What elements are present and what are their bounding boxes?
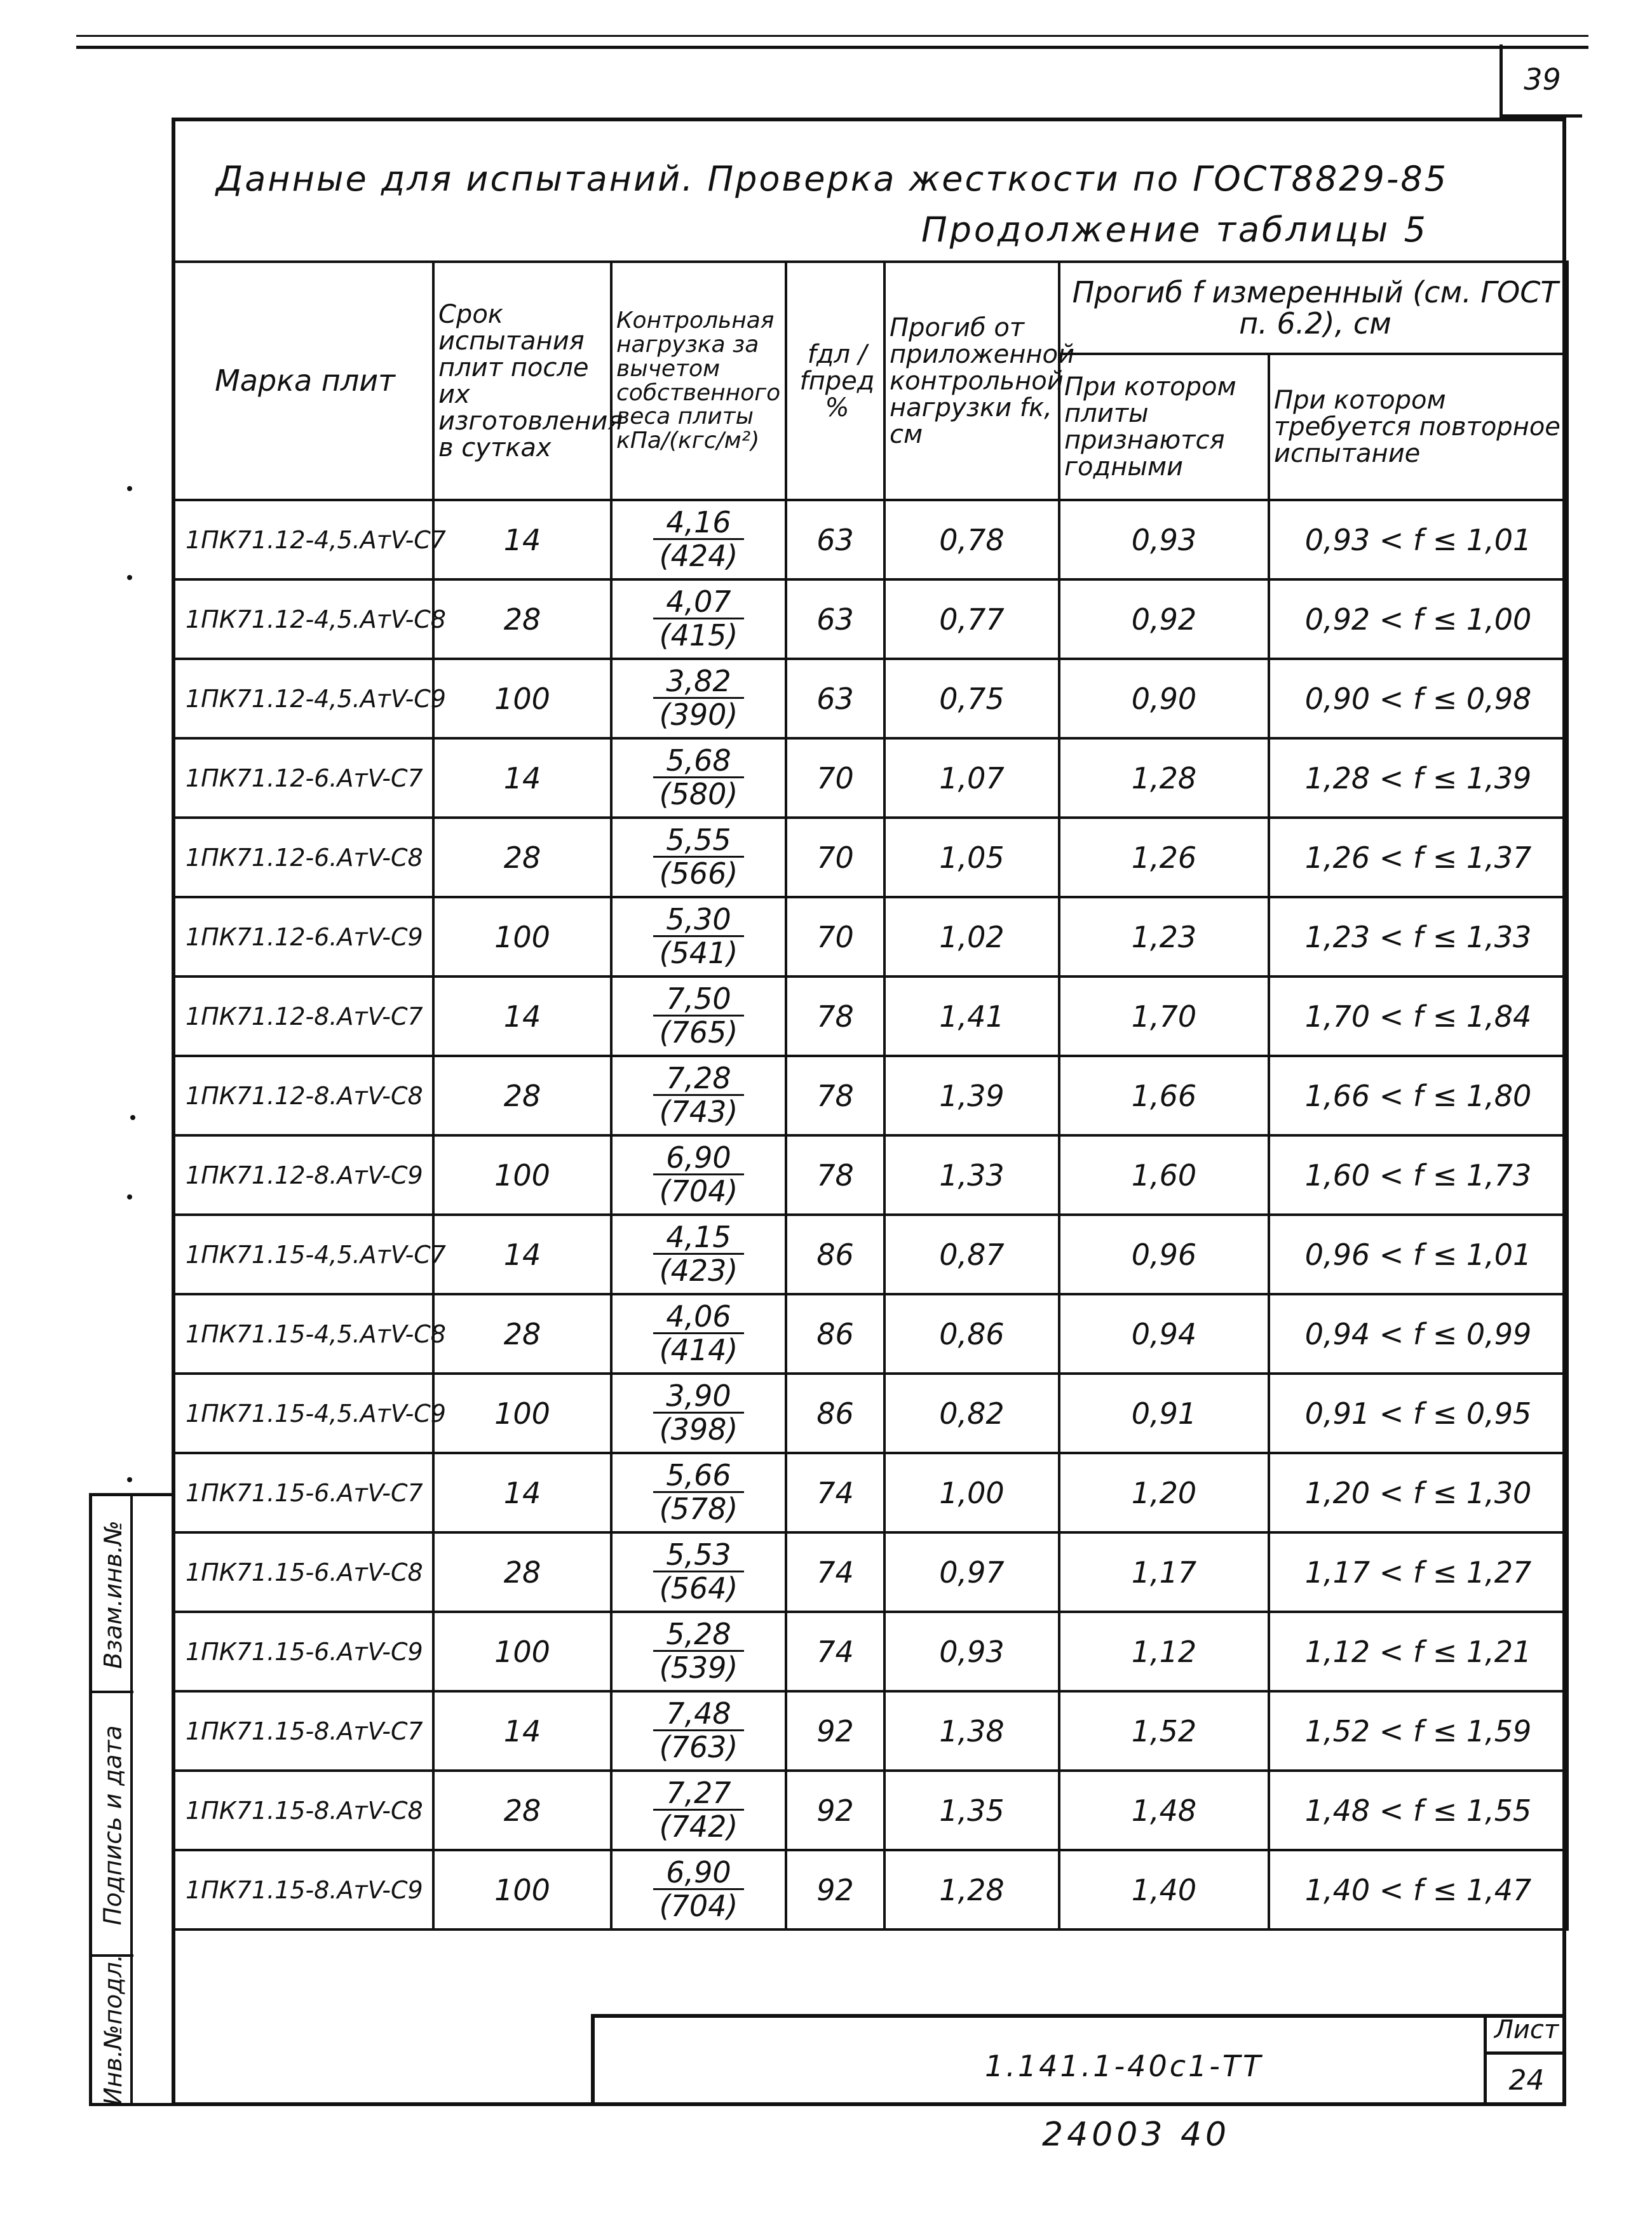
cell-fk: 0,78: [884, 500, 1059, 579]
cell-good: 1,66: [1059, 1056, 1269, 1135]
table-row: [173, 1771, 1567, 1850]
cell-load: [611, 818, 786, 897]
cell-load: [611, 1850, 786, 1929]
cell-good: 0,96: [1059, 1215, 1269, 1294]
cell-term: 14: [433, 976, 611, 1056]
cell-retest: 1,40 < f ≤ 1,47: [1269, 1850, 1567, 1929]
load-fraction: [653, 1459, 745, 1525]
load-fraction: [653, 903, 745, 970]
load-kpa: 7,50: [653, 983, 745, 1017]
cell-load: [611, 1532, 786, 1612]
cell-term: 14: [433, 1453, 611, 1532]
cell-ratio: 63: [786, 500, 884, 579]
table-row: [173, 1453, 1567, 1532]
cell-term: 28: [433, 579, 611, 659]
scan-dot: [130, 1115, 135, 1120]
cell-term: 100: [433, 659, 611, 738]
load-kgs: (704): [659, 1889, 738, 1924]
cell-mark: 1ПК71.15-6.АтV-С7: [173, 1453, 433, 1532]
load-kgs: (742): [659, 1809, 738, 1844]
load-fraction: [653, 1062, 745, 1128]
cell-ratio: 92: [786, 1691, 884, 1771]
cell-retest: 1,23 < f ≤ 1,33: [1269, 897, 1567, 976]
strip-text-vzam: Взам.инв.№: [98, 1520, 127, 1669]
table-row: [173, 1215, 1567, 1294]
cell-load: [611, 1056, 786, 1135]
load-fraction: [653, 824, 745, 890]
table-row: [173, 659, 1567, 738]
cell-fk: 0,86: [884, 1294, 1059, 1374]
cell-retest: 1,66 < f ≤ 1,80: [1269, 1056, 1567, 1135]
cell-retest: 1,60 < f ≤ 1,73: [1269, 1135, 1567, 1215]
load-kgs: (390): [659, 698, 738, 733]
cell-term: 14: [433, 1215, 611, 1294]
cell-ratio: 70: [786, 818, 884, 897]
cell-ratio: 78: [786, 976, 884, 1056]
top-rule-1: [76, 35, 1588, 37]
cell-load: [611, 659, 786, 738]
load-fraction: [653, 1777, 745, 1843]
load-kpa: 7,27: [653, 1777, 745, 1811]
cell-load: [611, 1374, 786, 1453]
load-fraction: [653, 506, 745, 572]
table-row: [173, 1056, 1567, 1135]
table-row: [173, 1850, 1567, 1929]
load-kpa: 5,68: [653, 745, 745, 779]
cell-load: [611, 1294, 786, 1374]
load-fraction: [653, 1142, 745, 1208]
table-row: [173, 579, 1567, 659]
table-title: Данные для испытаний. Проверка жесткости по ГОСТ8829-85: [216, 159, 1449, 199]
load-kpa: 3,90: [653, 1380, 745, 1414]
cell-ratio: 70: [786, 738, 884, 818]
cell-term: 28: [433, 1532, 611, 1612]
cell-term: 28: [433, 1771, 611, 1850]
table-row: [173, 1294, 1567, 1374]
cell-good: 1,28: [1059, 738, 1269, 818]
cell-mark: 1ПК71.12-8.АтV-С8: [173, 1056, 433, 1135]
load-kgs: (704): [659, 1174, 738, 1209]
cell-good: 1,70: [1059, 976, 1269, 1056]
cell-term: 14: [433, 738, 611, 818]
cell-term: 28: [433, 1056, 611, 1135]
cell-load: [611, 738, 786, 818]
cell-load: [611, 1453, 786, 1532]
load-kpa: 4,16: [653, 506, 745, 541]
table-row: [173, 738, 1567, 818]
scan-dot: [127, 486, 132, 491]
cell-fk: 1,33: [884, 1135, 1059, 1215]
cell-fk: 1,00: [884, 1453, 1059, 1532]
cell-mark: 1ПК71.15-6.АтV-С8: [173, 1532, 433, 1612]
cell-ratio: 86: [786, 1374, 884, 1453]
cell-retest: 1,52 < f ≤ 1,59: [1269, 1691, 1567, 1771]
load-fraction: [653, 983, 745, 1049]
cell-load: [611, 1771, 786, 1850]
load-kpa: 4,15: [653, 1221, 745, 1255]
load-kpa: 4,06: [653, 1301, 745, 1335]
cell-ratio: 63: [786, 579, 884, 659]
cell-fk: 1,39: [884, 1056, 1059, 1135]
cell-mark: 1ПК71.12-6.АтV-С7: [173, 738, 433, 818]
test-data-table: [172, 260, 1569, 1931]
cell-retest: 0,90 < f ≤ 0,98: [1269, 659, 1567, 738]
cell-retest: 0,91 < f ≤ 0,95: [1269, 1374, 1567, 1453]
load-kgs: (564): [659, 1571, 738, 1606]
cell-mark: 1ПК71.15-8.АтV-С8: [173, 1771, 433, 1850]
cell-good: 1,48: [1059, 1771, 1269, 1850]
cell-fk: 0,77: [884, 579, 1059, 659]
cell-term: 28: [433, 1294, 611, 1374]
table-row: [173, 818, 1567, 897]
cell-load: [611, 1135, 786, 1215]
cell-mark: 1ПК71.15-8.АтV-С9: [173, 1850, 433, 1929]
sheet-number: 39: [1500, 44, 1582, 118]
cell-ratio: 78: [786, 1135, 884, 1215]
load-kpa: 5,28: [653, 1618, 745, 1652]
load-kgs: (414): [659, 1333, 738, 1368]
cell-mark: 1ПК71.15-4,5.АтV-С8: [173, 1294, 433, 1374]
cell-ratio: 70: [786, 897, 884, 976]
cell-retest: 0,93 < f ≤ 1,01: [1269, 500, 1567, 579]
cell-good: 1,12: [1059, 1612, 1269, 1691]
table-row: [173, 1612, 1567, 1691]
header-measured: Прогиб f измеренный (см. ГОСТ п. 6.2), см: [1059, 262, 1567, 354]
table-body: [173, 500, 1567, 1929]
cell-mark: 1ПК71.12-6.АтV-С9: [173, 897, 433, 976]
scan-dot: [127, 575, 132, 580]
cell-ratio: 74: [786, 1532, 884, 1612]
load-fraction: [653, 1539, 745, 1605]
table-row: [173, 1691, 1567, 1771]
cell-fk: 0,97: [884, 1532, 1059, 1612]
sheet-label: Лист: [1484, 2015, 1566, 2055]
load-kgs: (743): [659, 1095, 738, 1130]
cell-fk: 1,28: [884, 1850, 1059, 1929]
load-fraction: [653, 1698, 745, 1764]
cell-good: 0,92: [1059, 579, 1269, 659]
load-kpa: 5,55: [653, 824, 745, 858]
header-deflection: Прогиб от приложенной контрольной нагрузки fк, см: [884, 262, 1059, 500]
load-fraction: [653, 1301, 745, 1367]
table-row: [173, 897, 1567, 976]
table-subtitle: Продолжение таблицы 5: [921, 210, 1428, 250]
cell-mark: 1ПК71.15-4,5.АтV-С7: [173, 1215, 433, 1294]
table-row: [173, 1532, 1567, 1612]
cell-mark: 1ПК71.15-4,5.АтV-С9: [173, 1374, 433, 1453]
cell-load: [611, 1612, 786, 1691]
cell-retest: 1,12 < f ≤ 1,21: [1269, 1612, 1567, 1691]
cell-fk: 1,41: [884, 976, 1059, 1056]
cell-mark: 1ПК71.12-4,5.АтV-С9: [173, 659, 433, 738]
load-fraction: [653, 1618, 745, 1684]
table-row: [173, 500, 1567, 579]
load-kgs: (398): [659, 1412, 738, 1447]
cell-mark: 1ПК71.12-8.АтV-С7: [173, 976, 433, 1056]
cell-retest: 0,96 < f ≤ 1,01: [1269, 1215, 1567, 1294]
header-ratio: fдл / fпред %: [786, 262, 884, 500]
load-kgs: (580): [659, 777, 738, 812]
cell-ratio: 78: [786, 1056, 884, 1135]
cell-load: [611, 1215, 786, 1294]
cell-ratio: 74: [786, 1453, 884, 1532]
header-control-load: Контрольная нагрузка за вычетом собственного веса плиты кПа/(кгс/м²): [611, 262, 786, 500]
cell-retest: 1,70 < f ≤ 1,84: [1269, 976, 1567, 1056]
sheet-value: 24: [1484, 2055, 1566, 2106]
load-kgs: (541): [659, 936, 738, 971]
bottom-number: 24003 40: [1042, 2116, 1231, 2154]
cell-retest: 0,94 < f ≤ 0,99: [1269, 1294, 1567, 1374]
cell-retest: 1,28 < f ≤ 1,39: [1269, 738, 1567, 818]
cell-mark: 1ПК71.12-4,5.АтV-С7: [173, 500, 433, 579]
load-kpa: 3,82: [653, 665, 745, 699]
cell-term: 14: [433, 1691, 611, 1771]
load-kgs: (763): [659, 1730, 738, 1765]
cell-retest: 0,92 < f ≤ 1,00: [1269, 579, 1567, 659]
cell-mark: 1ПК71.12-6.АтV-С8: [173, 818, 433, 897]
cell-retest: 1,17 < f ≤ 1,27: [1269, 1532, 1567, 1612]
cell-mark: 1ПК71.15-6.АтV-С9: [173, 1612, 433, 1691]
load-fraction: [653, 1221, 745, 1287]
load-kpa: 5,53: [653, 1539, 745, 1573]
header-accepted: При котором плиты признаются годными: [1059, 354, 1269, 500]
load-fraction: [653, 665, 745, 731]
cell-fk: 1,05: [884, 818, 1059, 897]
table-row: [173, 1135, 1567, 1215]
cell-load: [611, 976, 786, 1056]
load-kpa: 6,90: [653, 1142, 745, 1176]
cell-fk: 0,82: [884, 1374, 1059, 1453]
strip-text-inv: Инв.№подл.: [98, 1954, 127, 2106]
load-kpa: 7,48: [653, 1698, 745, 1732]
load-kpa: 6,90: [653, 1856, 745, 1891]
cell-good: 1,17: [1059, 1532, 1269, 1612]
cell-term: 100: [433, 1612, 611, 1691]
load-kpa: 7,28: [653, 1062, 745, 1097]
scan-dot: [127, 1477, 132, 1482]
load-kgs: (415): [659, 618, 738, 653]
cell-good: 1,20: [1059, 1453, 1269, 1532]
cell-retest: 1,20 < f ≤ 1,30: [1269, 1453, 1567, 1532]
load-kgs: (578): [659, 1492, 738, 1527]
cell-fk: 0,75: [884, 659, 1059, 738]
load-fraction: [653, 745, 745, 811]
cell-ratio: 92: [786, 1850, 884, 1929]
cell-good: 1,60: [1059, 1135, 1269, 1215]
header-retest: При котором требуется повторное испытание: [1269, 354, 1567, 500]
load-kpa: 5,30: [653, 903, 745, 938]
cell-retest: 1,48 < f ≤ 1,55: [1269, 1771, 1567, 1850]
load-kpa: 5,66: [653, 1459, 745, 1494]
load-fraction: [653, 1380, 745, 1446]
side-strip: [89, 1493, 175, 2106]
cell-load: [611, 579, 786, 659]
cell-term: 100: [433, 1135, 611, 1215]
cell-good: 0,91: [1059, 1374, 1269, 1453]
cell-term: 28: [433, 818, 611, 897]
load-kpa: 4,07: [653, 586, 745, 620]
cell-ratio: 86: [786, 1215, 884, 1294]
cell-ratio: 92: [786, 1771, 884, 1850]
cell-good: 1,40: [1059, 1850, 1269, 1929]
cell-good: 1,23: [1059, 897, 1269, 976]
cell-load: [611, 897, 786, 976]
cell-term: 100: [433, 1850, 611, 1929]
load-kgs: (566): [659, 856, 738, 891]
scan-dot: [127, 1194, 132, 1199]
strip-text-sign: Подпись и дата: [98, 1725, 127, 1925]
cell-mark: 1ПК71.12-4,5.АтV-С8: [173, 579, 433, 659]
top-rule-2: [76, 46, 1588, 49]
cell-good: 1,52: [1059, 1691, 1269, 1771]
cell-fk: 1,02: [884, 897, 1059, 976]
cell-good: 0,94: [1059, 1294, 1269, 1374]
load-fraction: [653, 586, 745, 652]
cell-ratio: 63: [786, 659, 884, 738]
document-code: 1.141.1-40с1-ТТ: [985, 2049, 1264, 2083]
cell-fk: 0,87: [884, 1215, 1059, 1294]
load-fraction: [653, 1856, 745, 1923]
cell-mark: 1ПК71.12-8.АтV-С9: [173, 1135, 433, 1215]
load-kgs: (539): [659, 1651, 738, 1686]
cell-mark: 1ПК71.15-8.АтV-С7: [173, 1691, 433, 1771]
cell-term: 100: [433, 1374, 611, 1453]
cell-fk: 1,38: [884, 1691, 1059, 1771]
cell-term: 14: [433, 500, 611, 579]
header-term: Срок испытания плит после их изготовления в сутках: [433, 262, 611, 500]
cell-fk: 1,35: [884, 1771, 1059, 1850]
cell-fk: 1,07: [884, 738, 1059, 818]
table-row: [173, 976, 1567, 1056]
header-mark: Марка плит: [173, 262, 433, 500]
cell-load: [611, 500, 786, 579]
load-kgs: (423): [659, 1254, 738, 1288]
cell-ratio: 74: [786, 1612, 884, 1691]
cell-retest: 1,26 < f ≤ 1,37: [1269, 818, 1567, 897]
cell-fk: 0,93: [884, 1612, 1059, 1691]
cell-good: 0,90: [1059, 659, 1269, 738]
cell-load: [611, 1691, 786, 1771]
cell-good: 1,26: [1059, 818, 1269, 897]
cell-good: 0,93: [1059, 500, 1269, 579]
load-kgs: (765): [659, 1015, 738, 1050]
load-kgs: (424): [659, 539, 738, 574]
cell-ratio: 86: [786, 1294, 884, 1374]
table-row: [173, 1374, 1567, 1453]
cell-term: 100: [433, 897, 611, 976]
